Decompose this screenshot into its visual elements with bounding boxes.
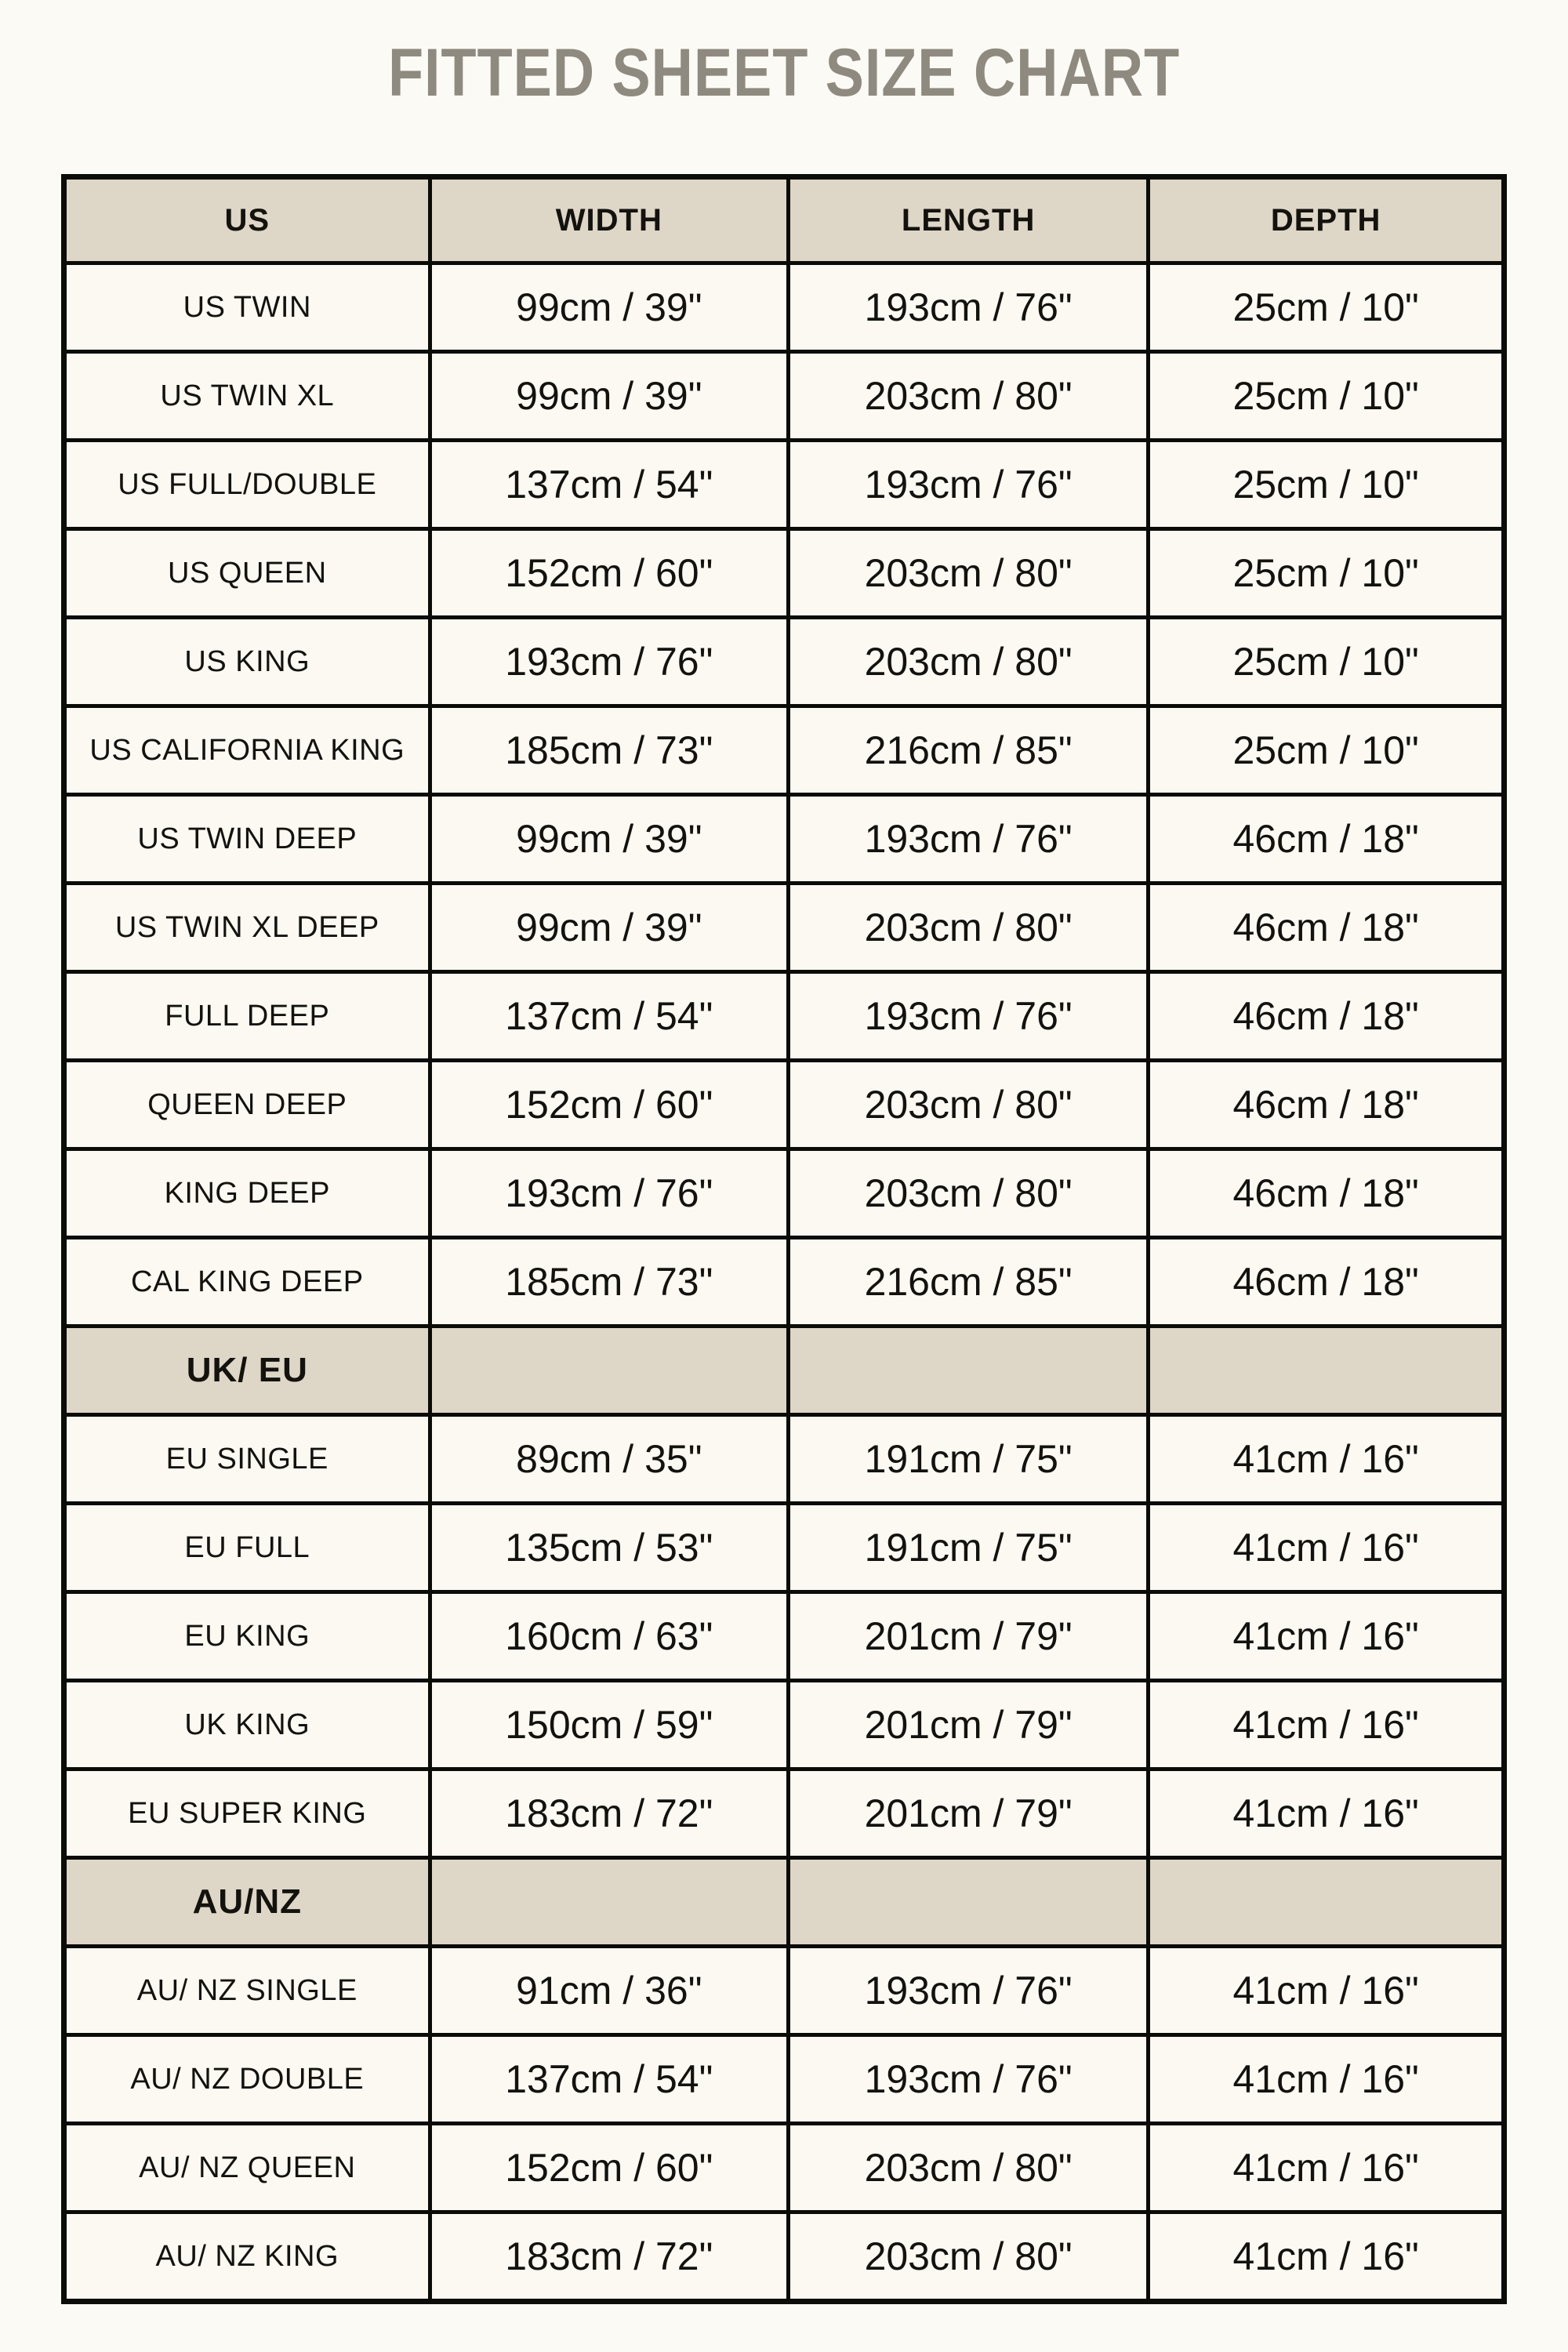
- length-cell: 193cm / 76": [789, 441, 1149, 529]
- table-row: [64, 795, 1504, 884]
- row-label-cell: EU FULL: [64, 1504, 430, 1592]
- column-header-depth: DEPTH: [1149, 177, 1504, 263]
- width-cell: 183cm / 72": [430, 2212, 788, 2302]
- depth-cell: 25cm / 10": [1149, 706, 1504, 795]
- table-row: [64, 1415, 1504, 1504]
- depth-cell: 41cm / 16": [1149, 2212, 1504, 2302]
- length-cell: 203cm / 80": [789, 884, 1149, 972]
- width-cell: 137cm / 54": [430, 441, 788, 529]
- row-label-cell: KING DEEP: [64, 1149, 430, 1238]
- length-cell: 201cm / 79": [789, 1592, 1149, 1681]
- section-empty-cell: [1149, 1327, 1504, 1415]
- section-label-cell: AU/NZ: [64, 1858, 430, 1947]
- length-cell: 193cm / 76": [789, 2035, 1149, 2124]
- depth-cell: 25cm / 10": [1149, 618, 1504, 706]
- width-cell: 99cm / 39": [430, 263, 788, 352]
- table-row: [64, 1149, 1504, 1238]
- length-cell: 216cm / 85": [789, 706, 1149, 795]
- table-row: [64, 1592, 1504, 1681]
- depth-cell: 25cm / 10": [1149, 352, 1504, 441]
- depth-cell: 25cm / 10": [1149, 263, 1504, 352]
- row-label-cell: UK KING: [64, 1681, 430, 1769]
- table-row: [64, 441, 1504, 529]
- width-cell: 99cm / 39": [430, 352, 788, 441]
- length-cell: 203cm / 80": [789, 1149, 1149, 1238]
- length-cell: 193cm / 76": [789, 1947, 1149, 2035]
- depth-cell: 25cm / 10": [1149, 441, 1504, 529]
- table-row: [64, 2212, 1504, 2302]
- page-title: FITTED SHEET SIZE CHART: [387, 35, 1181, 111]
- length-cell: 191cm / 75": [789, 1415, 1149, 1504]
- depth-cell: 41cm / 16": [1149, 1947, 1504, 2035]
- length-cell: 203cm / 80": [789, 352, 1149, 441]
- length-cell: 216cm / 85": [789, 1238, 1149, 1327]
- width-cell: 89cm / 35": [430, 1415, 788, 1504]
- row-label-cell: US TWIN DEEP: [64, 795, 430, 884]
- length-cell: 201cm / 79": [789, 1769, 1149, 1858]
- row-label-cell: FULL DEEP: [64, 972, 430, 1061]
- table-row: [64, 2124, 1504, 2212]
- width-cell: 137cm / 54": [430, 972, 788, 1061]
- row-label-cell: EU SUPER KING: [64, 1769, 430, 1858]
- length-cell: 203cm / 80": [789, 618, 1149, 706]
- width-cell: 183cm / 72": [430, 1769, 788, 1858]
- section-empty-cell: [789, 1327, 1149, 1415]
- length-cell: 203cm / 80": [789, 1061, 1149, 1149]
- row-label-cell: US KING: [64, 618, 430, 706]
- width-cell: 150cm / 59": [430, 1681, 788, 1769]
- table-row: [64, 1769, 1504, 1858]
- row-label-cell: QUEEN DEEP: [64, 1061, 430, 1149]
- row-label-cell: AU/ NZ SINGLE: [64, 1947, 430, 2035]
- width-cell: 135cm / 53": [430, 1504, 788, 1592]
- size-chart-table: [61, 174, 1507, 2304]
- column-header-width: WIDTH: [430, 177, 788, 263]
- width-cell: 185cm / 73": [430, 1238, 788, 1327]
- row-label-cell: US QUEEN: [64, 529, 430, 618]
- depth-cell: 41cm / 16": [1149, 1415, 1504, 1504]
- row-label-cell: CAL KING DEEP: [64, 1238, 430, 1327]
- length-cell: 193cm / 76": [789, 263, 1149, 352]
- depth-cell: 46cm / 18": [1149, 884, 1504, 972]
- row-label-cell: EU SINGLE: [64, 1415, 430, 1504]
- section-row: [64, 1327, 1504, 1415]
- row-label-cell: US TWIN XL: [64, 352, 430, 441]
- table-row: [64, 618, 1504, 706]
- row-label-cell: US CALIFORNIA KING: [64, 706, 430, 795]
- width-cell: 91cm / 36": [430, 1947, 788, 2035]
- row-label-cell: US TWIN: [64, 263, 430, 352]
- width-cell: 99cm / 39": [430, 884, 788, 972]
- width-cell: 193cm / 76": [430, 1149, 788, 1238]
- width-cell: 152cm / 60": [430, 2124, 788, 2212]
- section-label-cell: UK/ EU: [64, 1327, 430, 1415]
- row-label-cell: US FULL/DOUBLE: [64, 441, 430, 529]
- table-row: [64, 352, 1504, 441]
- section-empty-cell: [789, 1858, 1149, 1947]
- depth-cell: 46cm / 18": [1149, 1238, 1504, 1327]
- row-label-cell: US TWIN XL DEEP: [64, 884, 430, 972]
- row-label-cell: AU/ NZ KING: [64, 2212, 430, 2302]
- row-label-cell: AU/ NZ DOUBLE: [64, 2035, 430, 2124]
- width-cell: 160cm / 63": [430, 1592, 788, 1681]
- length-cell: 201cm / 79": [789, 1681, 1149, 1769]
- depth-cell: 41cm / 16": [1149, 1504, 1504, 1592]
- depth-cell: 41cm / 16": [1149, 2124, 1504, 2212]
- section-empty-cell: [1149, 1858, 1504, 1947]
- width-cell: 152cm / 60": [430, 529, 788, 618]
- depth-cell: 46cm / 18": [1149, 795, 1504, 884]
- length-cell: 191cm / 75": [789, 1504, 1149, 1592]
- depth-cell: 25cm / 10": [1149, 529, 1504, 618]
- depth-cell: 46cm / 18": [1149, 1061, 1504, 1149]
- table-row: [64, 2035, 1504, 2124]
- width-cell: 193cm / 76": [430, 618, 788, 706]
- section-row: [64, 1858, 1504, 1947]
- depth-cell: 41cm / 16": [1149, 1681, 1504, 1769]
- length-cell: 193cm / 76": [789, 795, 1149, 884]
- table-row: [64, 884, 1504, 972]
- length-cell: 203cm / 80": [789, 2124, 1149, 2212]
- depth-cell: 46cm / 18": [1149, 972, 1504, 1061]
- width-cell: 137cm / 54": [430, 2035, 788, 2124]
- row-label-cell: AU/ NZ QUEEN: [64, 2124, 430, 2212]
- table-row: [64, 972, 1504, 1061]
- row-label-cell: EU KING: [64, 1592, 430, 1681]
- column-header-us: US: [64, 177, 430, 263]
- table-row: [64, 1947, 1504, 2035]
- table-row: [64, 529, 1504, 618]
- section-empty-cell: [430, 1327, 788, 1415]
- table-row: [64, 706, 1504, 795]
- length-cell: 193cm / 76": [789, 972, 1149, 1061]
- table-row: [64, 1238, 1504, 1327]
- depth-cell: 41cm / 16": [1149, 1592, 1504, 1681]
- width-cell: 99cm / 39": [430, 795, 788, 884]
- length-cell: 203cm / 80": [789, 529, 1149, 618]
- width-cell: 152cm / 60": [430, 1061, 788, 1149]
- depth-cell: 46cm / 18": [1149, 1149, 1504, 1238]
- table-row: [64, 263, 1504, 352]
- column-header-length: LENGTH: [789, 177, 1149, 263]
- depth-cell: 41cm / 16": [1149, 1769, 1504, 1858]
- table-row: [64, 1681, 1504, 1769]
- header-row: [64, 177, 1504, 263]
- table-row: [64, 1504, 1504, 1592]
- section-empty-cell: [430, 1858, 788, 1947]
- length-cell: 203cm / 80": [789, 2212, 1149, 2302]
- table-row: [64, 1061, 1504, 1149]
- depth-cell: 41cm / 16": [1149, 2035, 1504, 2124]
- width-cell: 185cm / 73": [430, 706, 788, 795]
